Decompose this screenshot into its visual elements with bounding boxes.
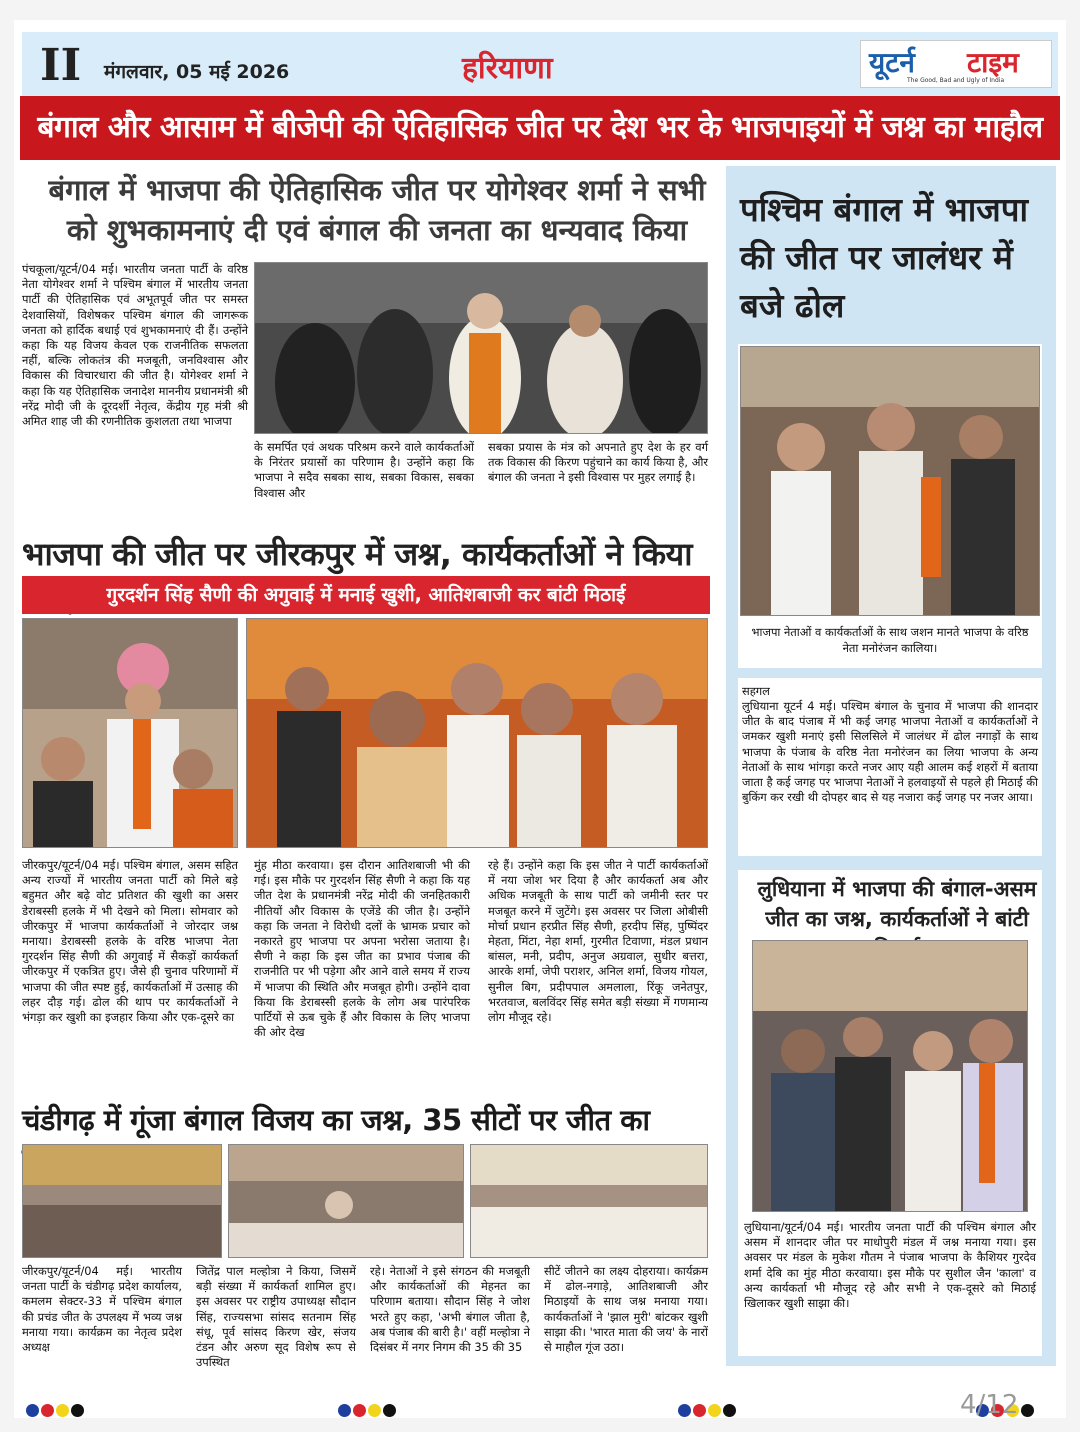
dot-red <box>693 1404 706 1417</box>
story3-column-3: रहे। नेताओं ने इसे संगठन की मजबूती और कार्यकर्ताओं की मेहनत का परिणाम बताया। सौदान सिंह ने जोश भरते हुए कहा, 'अभी बंगाल जीता है, अब पंजाब की बारी है।' वहीं मल्होत्रा ने दिसंबर में नगर निगम की 35 की 35 <box>370 1264 530 1355</box>
footer-color-dots-3 <box>678 1402 738 1416</box>
story3-column-1: जीरकपुर/यूटर्न/04 मई। भारतीय जनता पार्टी के चंडीगढ़ प्रदेश कार्यालय, कमलम सेक्टर-33 में पश्चिम बंगाल की प्रचंड जीत के उपलक्ष्य में भव्य जश्न मनाया गया। कार्यक्रम का नेतृत्व प्रदेश अध्यक्ष <box>22 1264 182 1355</box>
dot-red <box>41 1404 54 1417</box>
sidebar-story2-headline: लुधियाना में भाजपा की बंगाल-असम जीत का जश्न, कार्यकर्ताओं ने बांटी <box>757 877 1037 931</box>
sidebar-body: लुधियाना यूटर्न 4 मई। पश्चिम बंगाल के चुनाव में भाजपा की शानदार जीत के बाद पंजाब में भी कई जगह भाजपा नेताओं व कार्यकर्ताओं ने जमकर खुशी मनाएं इसी सिलसिले में जालंधर में ढोल नगाड़ों के साथ भाजपा के पंजाब के वरिष्ठ नेता मनोरंजन का लिया भाजपा के अन्य नेताओं के साथ भांगड़ा करते नजर आए यही आलम कई शहरों में बताया जाता है कई जगह पर भाजपा नेताओं ने हलवाइयों से पहले ही मिठाई की बुकिंग कर रखी थी दोपहर बाद से यह नजारा कई जगह पर नजर आया। <box>742 699 1038 805</box>
dot-yellow <box>708 1404 721 1417</box>
sidebar-story2-body: लुधियाना/यूटर्न/04 मई। भारतीय जनता पार्टी की पश्चिम बंगाल और असम में शानदार जीत पर माधोपुरी मंडल में जश्न मनाया गया। इस अवसर पर मंडल के मुकेश गौतम ने पंजाब भाजपा के कैशियर गुरदेव शर्मा देबि का मुंह मीठा करवाया। इस मौके पर सुशील जैन 'काला' व अन्य कार्यकर्ता भी मौजूद रहे और सभी ने एक-दूसरे को मिठाई खिलाकर खुशी साझा की। <box>744 1220 1036 1311</box>
dot-blue <box>338 1404 351 1417</box>
photo-chandigarh-crowd-3 <box>470 1144 708 1258</box>
story1-column-2: के समर्पित एवं अथक परिश्रम करने वाले कार्यकर्ताओं के निरंतर प्रयासों का परिणाम है। उन्होंने कहा कि भाजपा ने सदैव सबका साथ, सबका विकास, सबका विश्वास और <box>254 440 474 500</box>
sidebar-column <box>726 166 1056 1366</box>
newspaper-page <box>14 20 1066 1418</box>
footer-color-dots-1 <box>26 1402 86 1416</box>
dot-red <box>353 1404 366 1417</box>
story3-column-2: जितेंद्र पाल मल्होत्रा ने किया, जिसमें बड़ी संख्या में कार्यकर्ता शामिल हुए। इस अवसर पर राष्ट्रीय उपाध्यक्ष सौदान सिंह, राज्यसभा सांसद सतनाम सिंह संधू, पूर्व सांसद किरण खेर, संजय टंडन और अरुण सूद विशेष रूप से उपस्थित <box>196 1264 356 1370</box>
sidebar-headline: पश्चिम बंगाल में भाजपा की जीत पर जालंधर में बजे ढोल <box>740 190 1029 325</box>
sidebar-photo-box <box>738 344 1042 668</box>
issue-date: मंगलवार, 05 मई 2026 <box>104 61 290 83</box>
photo-ludhiana-sweets <box>752 940 1028 1212</box>
footer-color-dots-2 <box>338 1402 398 1416</box>
logo-word-uturn: यूटर्न <box>869 46 915 79</box>
banner-headline: बंगाल और आसाम में बीजेपी की ऐतिहासिक जीत पर देश भर के भाजपाइयों में जश्न का माहौल <box>20 96 1060 160</box>
story2-column-2: मुंह मीठा करवाया। इस दौरान आतिशबाजी भी की गई। इस मौके पर गुरदर्शन सिंह सैणी ने कहा कि यह जीत देश के प्रधानमंत्री नरेंद्र मोदी की जनहितकारी नीतियों और विकास के एजेंडे की जीत है। उन्होंने कहा कि जनता ने विरोधी दलों के भ्रामक प्रचार को नकारते हुए भाजपा पर अपना भरोसा जताया है। सैणी ने कहा कि इस जीत का प्रभाव पंजाब की राजनीति पर भी पड़ेगा और आने वाले समय में राज्य में भाजपा की स्थिति और मजबूत होगी। उन्होंने दावा किया कि डेराबस्सी हलके के लोग अब पारंपरिक पार्टियों से ऊब चुके हैं और विकास के लिए भाजपा की ओर देख <box>254 858 470 1040</box>
story1-headline: बंगाल में भाजपा की ऐतिहासिक जीत पर योगेश्वर शर्मा ने सभी को शुभकामनाएं दी एवं बंगाल की जनता का धन्यवाद किया <box>48 173 706 247</box>
dot-yellow <box>368 1404 381 1417</box>
dot-black <box>383 1404 396 1417</box>
story2-headline: भाजपा की जीत पर जीरकपुर में जश्न, कार्यकर्ताओं ने किया <box>22 535 692 573</box>
page-header <box>22 32 1058 100</box>
sidebar-story-box <box>738 678 1042 856</box>
photo-zirakpur-celebration-main <box>246 618 708 848</box>
dot-yellow <box>56 1404 69 1417</box>
photo-modi-roadshow <box>254 262 708 434</box>
section-title: हरियाणा <box>462 51 553 86</box>
sidebar-story2-box <box>738 870 1042 1356</box>
photo-zirakpur-celebration-left <box>22 618 238 848</box>
story3-headline: चंडीगढ़ में गूंजा बंगाल विजय का जश्न, 35 सीटों पर जीत का <box>22 1103 650 1137</box>
story2-column-3: रहे हैं। उन्होंने कहा कि इस जीत ने पार्टी कार्यकर्ताओं में नया जोश भर दिया है और कार्यकर्ता अब और अधिक मजबूती के साथ पार्टी को जमीनी स्तर पर मजबूत करने में जुटेंगे। इस अवसर पर जिला ओबीसी मोर्चा प्रधान हरप्रीत सिंह सैणी, हरदीप सिंह, पुष्पिंदर मेहता, मिंटा, नेहा शर्मा, गुरमीत टिवाणा, मंडल प्रधान बांसल, मनी, प्रदीप, अनुज अग्रवाल, सुधीर बत्तरा, आरके शर्मा, जेपी पराशर, अनिल शर्मा, विजय गोयल, सुनील बिग, प्रदीपपाल अमलाला, रिंकू जनेतपुर, भरतवाज, बलविंदर सिंह समेत बड़ी संख्या में गणमान्य लोग मौजूद रहे। <box>488 858 708 1025</box>
page-number: II <box>40 40 82 91</box>
photo-jalandhar-dhol <box>740 346 1040 616</box>
sidebar-photo-caption: भाजपा नेताओं व कार्यकर्ताओं के साथ जशन मानते भाजपा के वरिष्ठ नेता मनोरंजन कालिया। <box>751 625 1029 655</box>
dot-black <box>723 1404 736 1417</box>
sidebar-byline: सहगल <box>742 684 770 698</box>
photo-chandigarh-crowd-1 <box>22 1144 222 1258</box>
logo-word-time: टाइम <box>967 46 1019 79</box>
dot-black <box>1021 1404 1034 1417</box>
story3-column-4: सीटें जीतने का लक्ष्य दोहराया। कार्यक्रम में ढोल-नगाड़े, आतिशबाजी और मिठाइयों के साथ जश्न मनाया गया। कार्यकर्ताओं ने 'झाल मुरी' बांटकर खुशी साझा की। 'भारत माता की जय' के नारों से माहौल गूंज उठा। <box>544 1264 708 1355</box>
dot-black <box>71 1404 84 1417</box>
masthead-logo <box>860 40 1052 88</box>
story2-column-1: जीरकपुर/यूटर्न/04 मई। पश्चिम बंगाल, असम सहित अन्य राज्यों में भारतीय जनता पार्टी को मिले बड़े बहुमत और बढ़े वोट प्रतिशत की खुशी का असर डेराबस्सी हलके में भी देखने को मिला। सोमवार को जीरकपुर में भाजपा कार्यकर्ताओं ने जोरदार जश्न मनाया। डेराबस्सी हलके के वरिष्ठ भाजपा नेता गुरदर्शन सिंह सैणी की अगुवाई में सैकड़ों कार्यकर्ता जीरकपुर में एकत्रित हुए। जैसे ही चुनाव परिणामों में भाजपा की जीत स्पष्ट हुई, कार्यकर्ताओं में उत्साह की लहर दौड़ गई। ढोल की थाप पर कार्यकर्ताओं ने भंगड़ा कर खुशी का इजहार किया और एक-दूसरे का <box>22 858 238 1025</box>
dot-blue <box>678 1404 691 1417</box>
story1-column-3: सबका प्रयास के मंत्र को अपनाते हुए देश के हर वर्ग तक विकास की किरण पहुंचाने का कार्य किया है, और बंगाल की जनता ने इसी विश्वास पर मुहर लगाई है। <box>488 440 708 485</box>
photo-chandigarh-crowd-2 <box>228 1144 464 1258</box>
story2-subheadline: गुरदर्शन सिंह सैणी की अगुवाई में मनाई खुशी, आतिशबाजी कर बांटी मिठाई <box>22 576 710 614</box>
page-indicator: 4/12 <box>960 1390 1019 1420</box>
story1-column-1: पंचकूला/यूटर्न/04 मई। भारतीय जनता पार्टी के वरिष्ठ नेता योगेश्वर शर्मा ने पश्चिम बंगाल में भारतीय जनता पार्टी की ऐतिहासिक एवं अभूतपूर्व जीत पर समस्त देशवासियों, विशेषकर पश्चिम बंगाल की जागरूक जनता को हार्दिक बधाई एवं शुभकामनाएं दी हैं। उन्होंने कहा कि यह विजय केवल एक राजनीतिक सफलता नहीं, बल्कि लोकतंत्र की मजबूती, जनविश्वास और विकास की विचारधारा की जीत है। योगेश्वर शर्मा ने कहा कि यह ऐतिहासिक जनादेश माननीय प्रधानमंत्री श्री नरेंद्र मोदी जी के दूरदर्शी नेतृत्व, केंद्रीय गृह मंत्री श्री अमित शाह जी की रणनीतिक कुशलता तथा भाजपा <box>22 262 248 429</box>
logo-tagline: The Good, Bad and Ugly of India <box>907 77 1005 84</box>
dot-blue <box>26 1404 39 1417</box>
